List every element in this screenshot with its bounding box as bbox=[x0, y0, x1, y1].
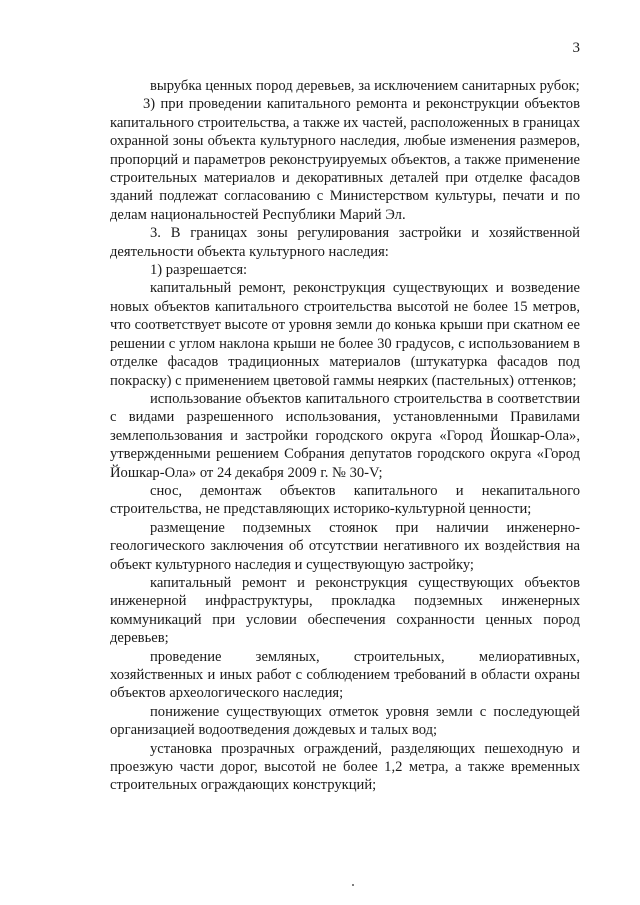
paragraph-capital-repair-15m: капитальный ремонт, реконструкция существующих и возведение новых объектов капитального строительства высотой не более 15 метров, что соответствует высоте от уровня земли до конька крыши при скатном ее решении с углом наклона крыши не более 30 градусов, с использованием в отделке фасадов традиционных материалов (штукатурка фасадов под покраску) с применением цветовой гаммы неярких (пастельных) оттенков; bbox=[110, 280, 580, 389]
paragraph-use-of-objects: использование объектов капитального строительства в соответствии с видами разрешенного использования, установленными Правилами землепользования и застройки городского округа «Город Йошкар-Ола», утвержденными решением Собрания депутатов городского округа «Город Йошкар-Ола» от 24 декабря 2009 г. № 30-V; bbox=[110, 390, 580, 481]
paragraph-ground-level-lowering: понижение существующих отметок уровня земли с последующей организацией водоотведения дождевых и талых вод; bbox=[110, 703, 580, 739]
paragraph-tree-felling: вырубка ценных пород деревьев, за исключением санитарных рубок; bbox=[150, 78, 580, 94]
paragraph-item-3-repair-approval: 3) при проведении капитального ремонта и реконструкции объектов капитального строительства, а также их частей, расположенных в границах охранной зоны объекта культурного наследия, любые изменения размеров, пропорций и параметров реконструируемых объектов, а также применение строительных материалов и декоративных деталей при отделке фасадов зданий подлежат согласованию с Министерством культуры, печати и по делам национальностей Республики Марий Эл. bbox=[110, 96, 581, 223]
paragraph-section-3-zone: 3. В границах зоны регулирования застройки и хозяйственной деятельности объекта культурного наследия: bbox=[110, 225, 580, 260]
paragraph-item-1-permitted: 1) разрешается: bbox=[150, 262, 248, 279]
paragraph-infrastructure-repair: капитальный ремонт и реконструкция существующих объектов инженерной инфраструктуры, прокладка подземных инженерных коммуникаций при условии обеспечения сохранности ценных пород деревьев; bbox=[110, 574, 580, 647]
scan-speck bbox=[352, 884, 354, 886]
paragraph-underground-parking: размещение подземных стоянок при наличии инженерно-геологического заключения об отсутствии негативного их воздействия на объект культурного наследия и существующую застройку; bbox=[110, 519, 580, 573]
page-number: 3 bbox=[572, 40, 580, 56]
paragraph-earthworks: проведение земляных, строительных, мелиоративных, хозяйственных и иных работ с соблюдением требований в области охраны объектов археологического наследия; bbox=[110, 648, 580, 702]
document-body bbox=[110, 77, 580, 795]
paragraph-demolition: снос, демонтаж объектов капитального и некапитального строительства, не представляющих историко-культурной ценности; bbox=[110, 482, 580, 518]
paragraph-transparent-fences: установка прозрачных ограждений, разделяющих пешеходную и проезжую части дорог, высотой не более 1,2 метра, а также временных строительных ограждающих конструкций; bbox=[110, 740, 580, 794]
